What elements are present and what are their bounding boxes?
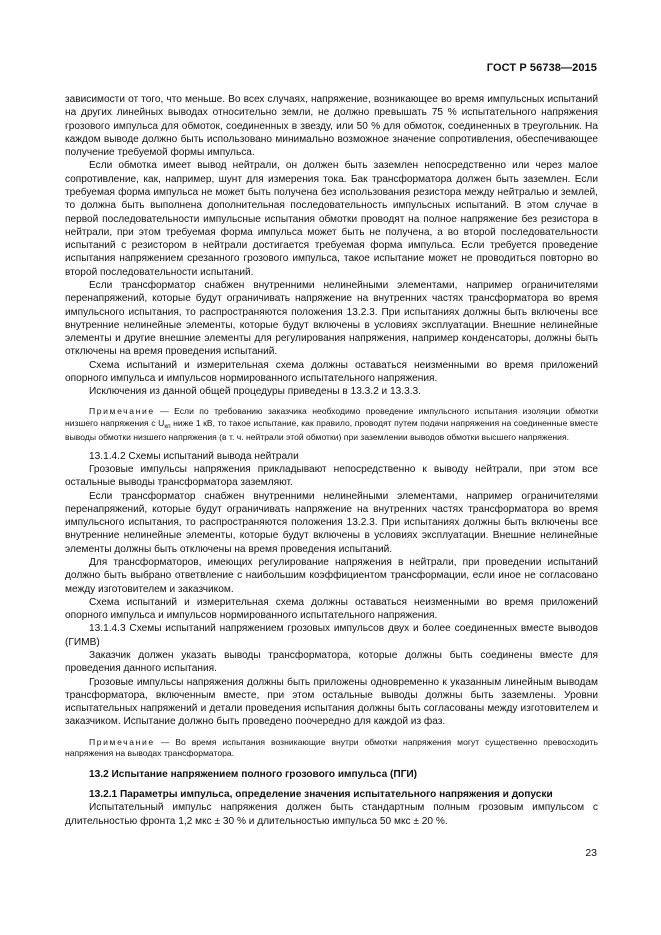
subsection-heading: 13.1.4.3 Схемы испытаний напряжением грозовых импульсов двух и более соединенных вместе выводов (ГИМВ) [65,623,598,648]
paragraph: Исключения из данной общей процедуры приведены в 13.3.2 и 13.3.3. [89,386,421,398]
paragraph: Если трансформатор снабжен внутренними нелинейными элементами, например ограничителями перенапряжений, которые будут ограничивать напряжение на внутренних частях трансформатора во время импульсного испытания, то распространяются положения 13.2.3. При испытаниях должны быть включены все внутренние нелинейные элементы, которые будут включены в условиях эксплуатации. Внешние нелинейные элементы должны быть отключены на время проведения испытаний. [65,490,598,555]
subsection-heading: 13.1.4.2 Схемы испытаний вывода нейтрали [89,450,299,462]
paragraph: зависимости от того, что меньше. Во всех случаях, напряжение, возникающее во время импульсных испытаний на других линейных выводах относительно земли, не должно превышать 75 % испытательного напряжения грозового импульса для обмоток, соединенных в звезду, или 50 % для обмоток, соединенных в треугольник. На каждом выводе должно быть использовано минимально возможное значение сопротивления, обеспечивающее получение требуемой формы импульса. [65,94,598,159]
note-text: ниже 1 кВ, то такое испытание, как правило, проводят путем подачи напряжения на соединенные вместе выводы обмотки низшего напряжения (в т. ч. нейтрали этой обмотки) при заземлении выводов обмотки высшего напряжения. [65,417,598,442]
note-text: — Если по требованию заказчика необходимо проведение импульсного испытания изоляции обмотки низшего напряжения с U [65,406,598,428]
paragraph: Заказчик должен указать выводы трансформатора, которые должны быть соединены вместе для проведения данного испытания. [65,649,598,675]
paragraph: Если обмотка имеет вывод нейтрали, он должен быть заземлен непосредственно или через малое сопротивление, как, например, шунт для измерения тока. Бак трансформатора должен быть заземлен. Если требуемая форма импульса не может быть получена без использования резистора между нейтралью и землей, то должна быть выполнена дополнительная последовательность импульсных испытаний. В этом случае в первой последовательности импульсные испытания обмотки проводят на полное напряжение без резистора в нейтрали, при этом требуемая форма импульса может быть не получена, а во второй последовательности испытаний с резистором в нейтрали достигается требуемая форма импульса. Если требуется проведение испытания напряжением срезанного грозового импульса, такое испытание может не проводиться повторно во второй последовательности испытаний. [65,160,598,278]
note-label: Примечание [89,406,155,417]
standard-header: ГОСТ Р 56738—2015 [486,62,597,74]
note-text: — Во время испытания возникающие внутри обмотки напряжения могут существенно превосходить напряжения на выводах трансформатора. [65,736,598,758]
note-label: Примечание [89,736,155,747]
page-body [65,93,598,828]
paragraph: Если трансформатор снабжен внутренними нелинейными элементами, например ограничителями перенапряжений, которые будут ограничивать напряжение на внутренних частях трансформатора во время импульсного испытания, то распространяются положения 13.2.3. При испытаниях должны быть включены все внутренние нелинейные элементы, которые будут включены в условиях эксплуатации. Внешние нелинейные элементы и другие внешние элементы для регулирования напряжения, например конденсаторы, должны быть отключены на время проведения испытаний. [65,279,598,358]
note [65,737,598,759]
note-subscript: кп [164,422,171,430]
page-number: 23 [585,847,597,859]
paragraph: Схема испытаний и измерительная схема должны оставаться неизменными во время приложений опорного импульса и импульсов нормированного испытательного напряжения. [65,359,598,384]
section-heading: 13.2.1 Параметры импульса, определение значения испытательного напряжения и допуски [89,789,553,801]
paragraph: Схема испытаний и измерительная схема должны оставаться неизменными во время приложений опорного импульса и импульсов нормированного испытательного напряжения. [65,596,598,622]
paragraph: Для трансформаторов, имеющих регулирование напряжения в нейтрали, при проведении испытаний должно быть выбрано ответвление с наибольшим коэффициентом трансформации, если иное не согласовано между изготовителем и заказчиком. [65,557,598,595]
section-heading: 13.2 Испытание напряжением полного грозового импульса (ПГИ) [89,768,418,780]
note [65,406,598,442]
paragraph: Испытательный импульс напряжения должен быть стандартным полным грозовым импульсом с длительностью фронта 1,2 мкс ± 30 % и длительностью импульса 50 мкс ± 20 %. [65,802,598,827]
paragraph: Грозовые импульсы напряжения должны быть приложены одновременно к указанным линейным выводам трансформатора, включенным вместе, при этом остальные выводы должны быть заземлены. Уровни испытательных напряжений и детали проведения испытания должны быть согласованы между изготовителем и заказчиком. Испытание должно быть проведено поочередно для каждой из фаз. [65,676,598,728]
paragraph: Грозовые импульсы напряжения прикладывают непосредственно к выводу нейтрали, при этом все остальные выводы трансформатора заземляют. [65,464,598,489]
